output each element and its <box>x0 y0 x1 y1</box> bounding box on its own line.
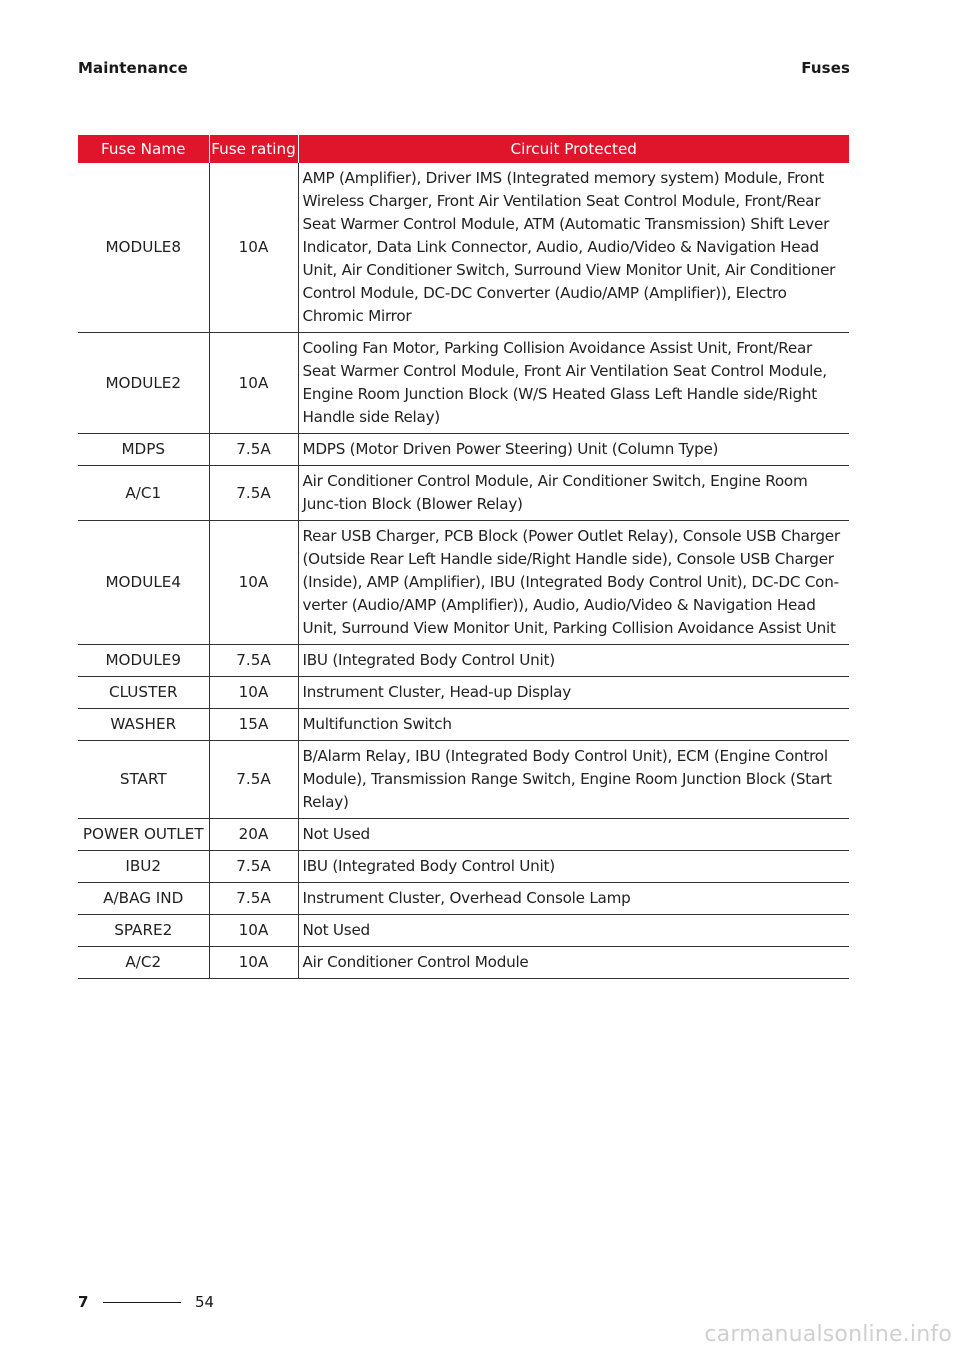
fuse-rating-cell: 20A <box>209 819 298 851</box>
circuit-cell: B/Alarm Relay, IBU (Integrated Body Control Unit), ECM (Engine Control Module), Transmission Range Switch, Engine Room Junction Block (Start Relay) <box>298 741 849 819</box>
column-header-circuit-protected: Circuit Protected <box>298 135 849 163</box>
fuse-name-cell: WASHER <box>78 709 209 741</box>
table-row <box>78 947 849 979</box>
circuit-cell: AMP (Amplifier), Driver IMS (Integrated memory system) Module, Front Wireless Charger, Front Air Ventilation Seat Control Module, Front/Rear Seat Warmer Control Module, ATM (Automatic Transmission) Shift Lever Indicator, Data Link Connector, Audio, Audio/Video & Navigation Head Unit, Air Conditioner Switch, Surround View Monitor Unit, Air Conditioner Control Module, DC-DC Converter (Audio/AMP (Amplifier)), Electro Chromic Mirror <box>298 163 849 333</box>
fuse-name-cell: MODULE8 <box>78 163 209 333</box>
topic-title: Fuses <box>801 59 850 77</box>
fuse-rating-cell: 7.5A <box>209 434 298 466</box>
table-row <box>78 645 849 677</box>
circuit-cell: Air Conditioner Control Module <box>298 947 849 979</box>
fuse-table <box>78 135 849 979</box>
fuse-name-cell: START <box>78 741 209 819</box>
fuse-name-cell: MDPS <box>78 434 209 466</box>
fuse-rating-cell: 7.5A <box>209 466 298 521</box>
fuse-rating-cell: 7.5A <box>209 741 298 819</box>
fuse-rating-cell: 7.5A <box>209 645 298 677</box>
table-row <box>78 677 849 709</box>
circuit-cell: MDPS (Motor Driven Power Steering) Unit (Column Type) <box>298 434 849 466</box>
section-title: Maintenance <box>78 59 188 77</box>
fuse-name-cell: POWER OUTLET <box>78 819 209 851</box>
footer-divider <box>103 1302 181 1303</box>
circuit-cell: Instrument Cluster, Overhead Console Lamp <box>298 883 849 915</box>
fuse-name-cell: MODULE9 <box>78 645 209 677</box>
circuit-cell: Not Used <box>298 915 849 947</box>
circuit-cell: Air Conditioner Control Module, Air Conditioner Switch, Engine Room Junc-tion Block (Blower Relay) <box>298 466 849 521</box>
fuse-rating-cell: 7.5A <box>209 883 298 915</box>
circuit-cell: Rear USB Charger, PCB Block (Power Outlet Relay), Console USB Charger (Outside Rear Left Handle side/Right Handle side), Console USB Charger (Inside), AMP (Amplifier), IBU (Integrated Body Control Unit), DC-DC Con-verter (Audio/AMP (Amplifier)), Audio, Audio/Video & Navigation Head Unit, Surround View Monitor Unit, Parking Collision Avoidance Assist Unit <box>298 521 849 645</box>
circuit-cell: Cooling Fan Motor, Parking Collision Avoidance Assist Unit, Front/Rear Seat Warmer Control Module, Front Air Ventilation Seat Control Module, Engine Room Junction Block (W/S Heated Glass Left Handle side/Right Handle side Relay) <box>298 333 849 434</box>
fuse-name-cell: CLUSTER <box>78 677 209 709</box>
table-row <box>78 163 849 333</box>
fuse-rating-cell: 10A <box>209 915 298 947</box>
circuit-cell: IBU (Integrated Body Control Unit) <box>298 851 849 883</box>
fuse-name-cell: A/C2 <box>78 947 209 979</box>
circuit-cell: Instrument Cluster, Head-up Display <box>298 677 849 709</box>
table-row <box>78 466 849 521</box>
fuse-name-cell: A/BAG IND <box>78 883 209 915</box>
table-row <box>78 709 849 741</box>
fuse-rating-cell: 7.5A <box>209 851 298 883</box>
table-row <box>78 851 849 883</box>
column-header-fuse-name: Fuse Name <box>78 135 209 163</box>
fuse-name-cell: MODULE4 <box>78 521 209 645</box>
watermark: carmanualsonline.info <box>704 1322 952 1347</box>
fuse-name-cell: A/C1 <box>78 466 209 521</box>
table-row <box>78 915 849 947</box>
table-row <box>78 741 849 819</box>
circuit-cell: Multifunction Switch <box>298 709 849 741</box>
fuse-rating-cell: 10A <box>209 677 298 709</box>
fuse-name-cell: SPARE2 <box>78 915 209 947</box>
fuse-name-cell: IBU2 <box>78 851 209 883</box>
fuse-rating-cell: 15A <box>209 709 298 741</box>
column-header-fuse-rating: Fuse rating <box>209 135 298 163</box>
fuse-name-cell: MODULE2 <box>78 333 209 434</box>
table-header-row <box>78 135 849 163</box>
table-row <box>78 521 849 645</box>
table-row <box>78 333 849 434</box>
circuit-cell: Not Used <box>298 819 849 851</box>
fuse-rating-cell: 10A <box>209 521 298 645</box>
page-number: 54 <box>195 1293 215 1311</box>
fuse-rating-cell: 10A <box>209 163 298 333</box>
circuit-cell: IBU (Integrated Body Control Unit) <box>298 645 849 677</box>
table-row <box>78 434 849 466</box>
fuse-rating-cell: 10A <box>209 947 298 979</box>
chapter-number: 7 <box>78 1293 89 1311</box>
table-row <box>78 883 849 915</box>
fuse-rating-cell: 10A <box>209 333 298 434</box>
table-row <box>78 819 849 851</box>
